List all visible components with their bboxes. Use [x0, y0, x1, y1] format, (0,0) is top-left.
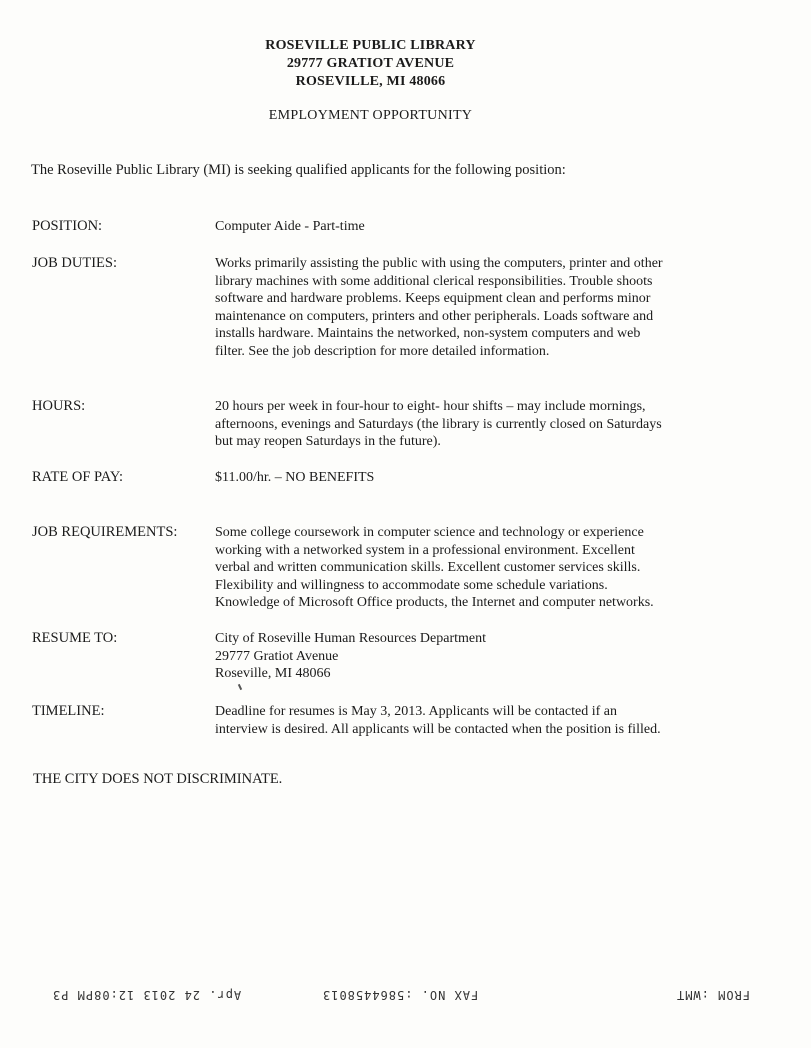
position-value: Computer Aide - Part-time [215, 219, 365, 234]
job-duties-line: maintenance on computers, printers and other peripherals. Loads software and [215, 308, 654, 324]
job-duties-line: filter. See the job description for more detailed information. [215, 343, 550, 359]
hours-label: HOURS: [32, 398, 86, 414]
document-title: EMPLOYMENT OPPORTUNITY [268, 108, 473, 123]
job-duties-text [215, 255, 725, 361]
job-requirements-line: Flexibility and willingness to accommodate some schedule variations. [215, 577, 608, 593]
job-duties-line: software and hardware problems. Keeps equipment clean and performs minor [215, 291, 651, 307]
rate-of-pay-value: $11.00/hr. – NO BENEFITS [215, 470, 375, 485]
fax-header-strip [0, 988, 811, 1010]
resume-to-label: RESUME TO: [32, 630, 118, 646]
hours-text [215, 398, 725, 451]
resume-to-line: 29777 Gratiot Avenue [215, 648, 339, 664]
non-discrimination-statement: THE CITY DOES NOT DISCRIMINATE. [33, 771, 283, 787]
fax-from: FROM :WMT [676, 988, 751, 1002]
job-requirements-line: Knowledge of Microsoft Office products, the Internet and computer networks. [215, 595, 654, 611]
timeline-label: TIMELINE: [32, 703, 105, 719]
rate-of-pay-label: RATE OF PAY: [32, 469, 124, 485]
library-street: 29777 GRATIOT AVENUE [286, 56, 455, 71]
job-requirements-label: JOB REQUIREMENTS: [32, 524, 178, 540]
job-requirements-text [215, 524, 725, 612]
stray-scan-mark [238, 684, 242, 690]
hours-line: afternoons, evenings and Saturdays (the library is currently closed on Saturdays [215, 416, 662, 432]
fax-page-info: Apr. 24 2013 12:08PM P3 [52, 988, 242, 1002]
job-duties-line: installs hardware. Maintains the networked, non-system computers and web [215, 326, 641, 342]
timeline-text [215, 703, 725, 738]
timeline-line: interview is desired. All applicants will be contacted when the position is filled. [215, 721, 661, 737]
resume-to-address [215, 630, 725, 683]
job-requirements-line: verbal and written communication skills. Excellent customer services skills. [215, 560, 641, 576]
job-duties-line: library machines with some additional clerical responsibilities. Trouble shoots [215, 273, 653, 289]
hours-line: but may reopen Saturdays in the future). [215, 434, 441, 450]
intro-text: The Roseville Public Library (MI) is seeking qualified applicants for the following position: [31, 162, 566, 178]
position-label: POSITION: [32, 218, 103, 234]
library-city: ROSEVILLE, MI 48066 [295, 74, 446, 89]
library-name: ROSEVILLE PUBLIC LIBRARY [265, 38, 476, 53]
job-requirements-line: working with a networked system in a professional environment. Excellent [215, 542, 635, 558]
library-header [0, 37, 741, 91]
fax-number: FAX NO. :5864458013 [322, 988, 479, 1002]
job-duties-line: Works primarily assisting the public with using the computers, printer and other [215, 256, 663, 271]
job-requirements-line: Some college coursework in computer science and technology or experience [215, 525, 644, 540]
timeline-line: Deadline for resumes is May 3, 2013. Applicants will be contacted if an [215, 704, 618, 719]
resume-to-line: City of Roseville Human Resources Department [215, 631, 486, 646]
hours-line: 20 hours per week in four-hour to eight- hour shifts – may include mornings, [215, 399, 646, 414]
job-duties-label: JOB DUTIES: [32, 255, 117, 271]
resume-to-line: Roseville, MI 48066 [215, 666, 331, 682]
